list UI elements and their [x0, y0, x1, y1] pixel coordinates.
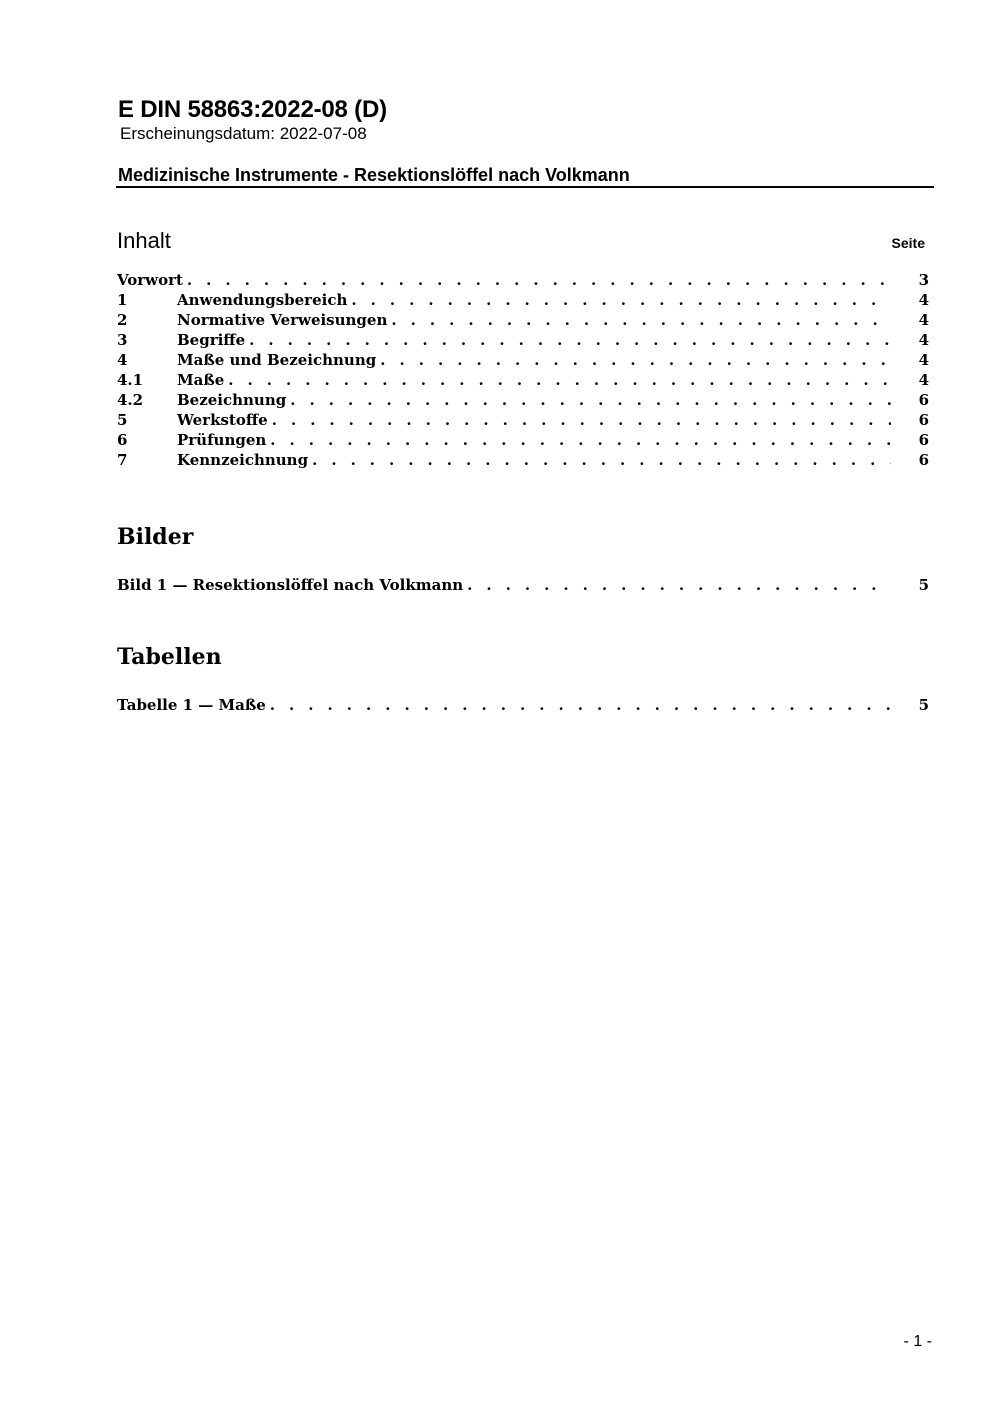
toc-entry-page: 4 [918, 311, 929, 329]
tables-heading: Tabellen [117, 644, 222, 670]
toc-entry-1[interactable] [117, 290, 929, 310]
dot-leader [290, 390, 891, 410]
publication-date: Erscheinungsdatum: 2022-07-08 [120, 124, 367, 143]
toc-entry-page: 4 [918, 291, 929, 309]
toc-entry-number: 2 [117, 311, 128, 329]
document-id: E DIN 58863:2022-08 (D) [118, 96, 387, 123]
toc-entry-label: Prüfungen [177, 431, 267, 449]
toc-entry-page: 4 [918, 331, 929, 349]
toc-entry-label: Anwendungsbereich [177, 291, 348, 309]
toc-entry-page: 6 [918, 391, 929, 409]
toc-entry-page: 6 [918, 451, 929, 469]
dot-leader [249, 330, 891, 350]
toc-entry-4-1[interactable] [117, 370, 929, 390]
toc-entry-label: Werkstoffe [177, 411, 268, 429]
toc-entry-page: 6 [918, 431, 929, 449]
table-entry-1[interactable] [117, 695, 929, 715]
figures-heading: Bilder [117, 524, 194, 550]
dot-leader [228, 370, 891, 390]
title-underline [116, 186, 934, 188]
toc-entry-number: 6 [117, 431, 128, 449]
toc-entry-label: Bezeichnung [177, 391, 287, 409]
toc-heading: Inhalt [117, 228, 171, 253]
toc-entry-number: 3 [117, 331, 128, 349]
toc-entry-5[interactable] [117, 410, 929, 430]
toc-entry-number: 7 [117, 451, 128, 469]
dot-leader [351, 290, 891, 310]
table-entry-label: Tabelle 1 — Maße [117, 696, 266, 714]
toc-entry-number: 4 [117, 351, 128, 369]
toc-entry-page: 6 [918, 411, 929, 429]
toc-entry-label: Maße [177, 371, 225, 389]
toc-entry-number: 4.1 [117, 371, 144, 389]
figure-entry-page: 5 [918, 576, 929, 594]
toc-entry-4[interactable] [117, 350, 929, 370]
toc-entry-2[interactable] [117, 310, 929, 330]
toc-entry-number: 4.2 [117, 391, 144, 409]
toc-entry-page: 3 [918, 271, 929, 289]
document-title: Medizinische Instrumente - Resektionslöffel nach Volkmann [118, 165, 630, 185]
toc-entry-number: 1 [117, 291, 128, 309]
toc-entry-page: 4 [918, 371, 929, 389]
toc-entry-label: Begriffe [177, 331, 246, 349]
toc-entry-label: Normative Verweisungen [177, 311, 388, 329]
toc-entry-4-2[interactable] [117, 390, 929, 410]
toc-entry-vorwort[interactable] [117, 270, 929, 290]
toc-entry-label: Kennzeichnung [177, 451, 309, 469]
dot-leader [272, 410, 891, 430]
toc-entry-6[interactable] [117, 430, 929, 450]
tables-list [117, 695, 929, 715]
toc-entry-7[interactable] [117, 450, 929, 470]
dot-leader [380, 350, 891, 370]
page-column-label: Seite [891, 235, 925, 251]
dot-leader [391, 310, 891, 330]
figure-entry-label: Bild 1 — Resektionslöffel nach Volkmann [117, 576, 464, 594]
dot-leader [270, 695, 891, 715]
dot-leader [270, 430, 891, 450]
page-number: - 1 - [903, 1333, 932, 1350]
toc-entry-page: 4 [918, 351, 929, 369]
dot-leader [312, 450, 891, 470]
figures-list [117, 575, 929, 595]
dot-leader [467, 575, 891, 595]
toc-entry-label: Vorwort [117, 271, 183, 289]
table-entry-page: 5 [918, 696, 929, 714]
toc-entry-label: Maße und Bezeichnung [177, 351, 377, 369]
toc-entry-number: 5 [117, 411, 128, 429]
toc-entry-3[interactable] [117, 330, 929, 350]
figure-entry-1[interactable] [117, 575, 929, 595]
toc-list [117, 270, 929, 470]
dot-leader [187, 270, 891, 290]
